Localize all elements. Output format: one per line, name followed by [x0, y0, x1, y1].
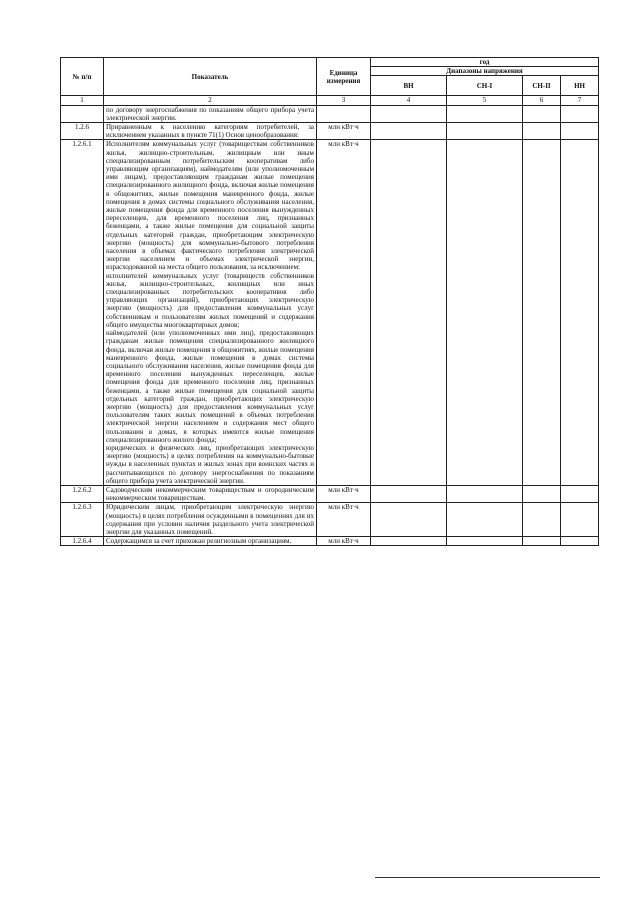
row-text: Садоводческим некоммерческим товариществам и огородническим некоммерческим товариществам.: [104, 485, 317, 502]
header-sn2: СН-II: [523, 76, 561, 96]
row-text: Исполнителям коммунальных услуг (товариществам собственников жилья, жилищно-строительным, жилищным или иным специализированным потребительским кооперативам либо управляющим организациям), наймодателям (или уполномоченным ими лицам), предоставляющим гражданам жилые помещения специализированного жилищного фонда, включая жилые помещения в общежитиях, жилые помещения маневренного фонда, жилые помещения в домах системы социального обслуживания населения, жилые помещения фонда для временного поселения вынужденных переселенцев, для временного поселения лиц, признанных беженцами, а также жилые помещения для социальной защиты отдельных категорий граждан, приобретающим электрическую энергию (мощность) для коммунально-бытового потребления населения в объемах фактического потребления электрической энергии населением и объемах электрической энергии, израсходованной на места общего пользования, за исключением:: [106, 140, 314, 272]
header-number: № п/п: [61, 58, 104, 96]
header-sn1: СН-I: [447, 76, 523, 96]
row-number: 1.2.6.2: [61, 485, 104, 502]
column-number: 1: [61, 96, 104, 105]
header-vn: ВН: [371, 76, 447, 96]
row-number: 1.2.6.3: [61, 503, 104, 537]
row-text-exception-2: наймодателей (или уполномоченных ими лиц), предоставляющих гражданам жилые помещения специализированного жилищного фонда, включая жилые помещения в общежитиях, жилые помещения маневренного фонда, жилые помещения в домах системы социального обслуживания населения, жилые помещения фонда для временного поселения вынужденных переселенцев, жилые помещения фонда для временного поселения лиц, признанных беженцами, а также жилые помещения для социальной защиты отдельных категорий граждан, приобретающих электрическую энергию (мощность) для предоставления коммунальных услуг пользователям таких жилых помещений в объемах потребления электрической энергии населением и содержания мест общего пользования в домах, в которых имеются жилые помещения специализированного жилого фонда;: [106, 329, 314, 444]
row-text: Приравненным к населению категориям потребителей, за исключением указанных в пункте 71(1) Основ ценообразования:: [104, 123, 317, 140]
row-number: 1.2.6: [61, 123, 104, 140]
row-unit: млн кВт·ч: [317, 503, 371, 537]
table-row: [61, 485, 599, 502]
column-number: 6: [523, 96, 561, 105]
row-unit: [317, 105, 371, 122]
table-row: [61, 123, 599, 140]
row-text-exception-3: юридических и физических лиц, приобретающих электрическую энергию (мощность) в целях потребления на коммунально-бытовые нужды в населенных пунктах и жилых зонах при воинских частях и рассчитывающихся по договору энергоснабжения по показаниям общего прибора учета электрической энергии.: [106, 443, 314, 485]
row-number: [61, 105, 104, 122]
row-unit: млн кВт·ч: [317, 485, 371, 502]
column-number: 2: [104, 96, 317, 105]
header-voltage-ranges: Диапазоны напряжения: [371, 67, 599, 76]
row-text: по договору энергоснабжения по показаниям общего прибора учета электрической энергии.: [104, 105, 317, 122]
header-year: год: [371, 58, 599, 67]
row-number: 1.2.6.1: [61, 140, 104, 486]
header-nn: НН: [561, 76, 599, 96]
column-number-row: [61, 96, 599, 105]
column-number: 7: [561, 96, 599, 105]
table-row: [61, 503, 599, 537]
column-number: 3: [317, 96, 371, 105]
row-text: Содержащимся за счет прихожан религиозным организациям.: [104, 537, 317, 546]
tariff-table: [60, 57, 599, 546]
header-unit: Единица измерения: [317, 58, 371, 96]
row-unit: млн кВт·ч: [317, 537, 371, 546]
row-text-exception-1: исполнителей коммунальных услуг (товариществ собственников жилья, жилищно-строительных, жилищных или иных специализированных потребительских кооперативов либо управляющих организаций), приобретающих электрическую энергию (мощность) для предоставления коммунальных услуг собственникам и пользователям жилых помещений и содержания общего имущества многоквартирных домов;: [106, 271, 314, 329]
column-number: 4: [371, 96, 447, 105]
table-row: [61, 105, 599, 122]
table-row: [61, 140, 599, 486]
row-number: 1.2.6.4: [61, 537, 104, 546]
row-text-block: [104, 140, 317, 486]
header-indicator: Показатель: [104, 58, 317, 96]
row-text: Юридическим лицам, приобретающим электрическую энергию (мощность) в целях потребления осужденными в помещениях для их содержания при условии наличия раздельного учета электрической энергии для указанных помещений.: [104, 503, 317, 537]
row-unit: млн кВт·ч: [317, 123, 371, 140]
footer-rule: [375, 877, 600, 878]
table-row: [61, 537, 599, 546]
row-unit: млн кВт·ч: [317, 140, 371, 486]
column-number: 5: [447, 96, 523, 105]
